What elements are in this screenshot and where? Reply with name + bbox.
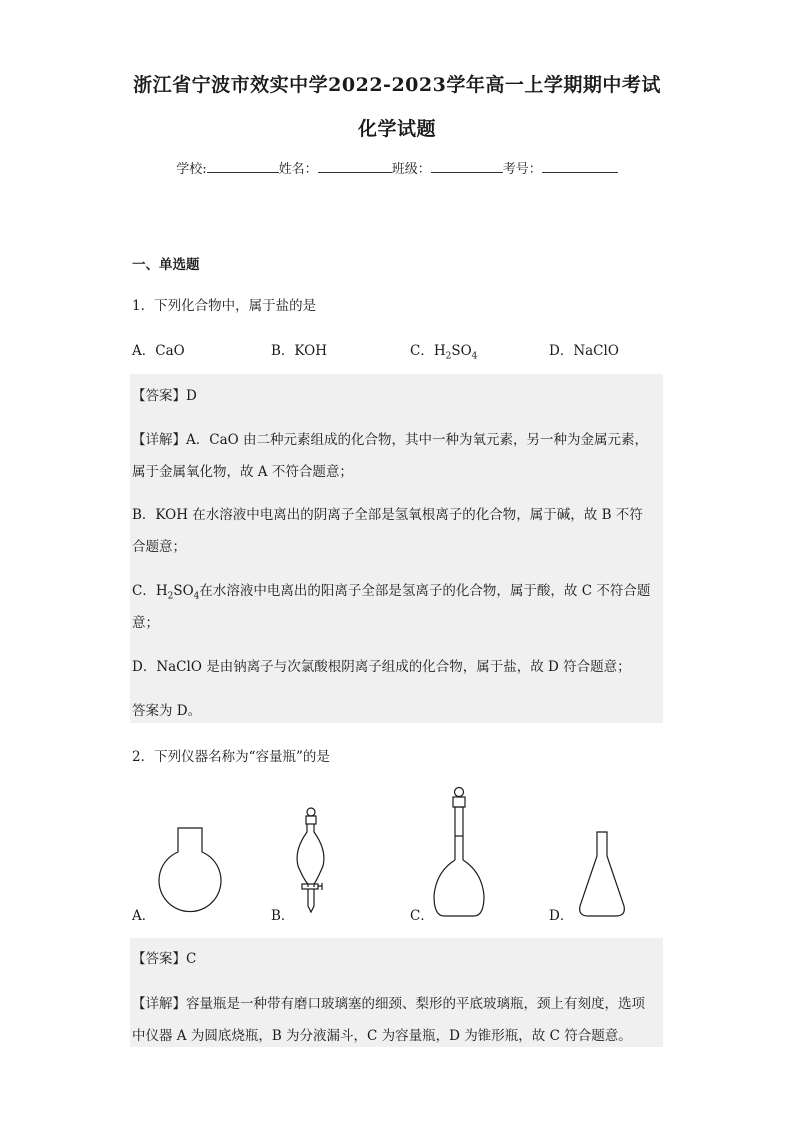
volumetric-flask-icon [434, 788, 484, 917]
section-title: 一、单选题 [132, 257, 200, 273]
q1-option-d[interactable]: D．NaClO [549, 343, 619, 359]
q2-explain-line2: 中仪器 A 为圆底烧瓶，B 为分液漏斗，C 为容量瓶，D 为锥形瓶，故 C 符合题意。 [132, 1028, 632, 1044]
separatory-funnel-icon [297, 808, 324, 912]
q1-explain-p1-line2: 属于金属氧化物，故 A 不符合题意； [132, 464, 353, 480]
title-line-2: 化学试题 [357, 118, 436, 140]
q2-option-a[interactable]: A． [132, 908, 156, 924]
q1-explain-p3-line1: C．$H_2SO_4$在水溶液中电离出的阳离子全部是氢离子的化合物，属于酸，故 C 不符合题 [132, 583, 651, 602]
q2-option-d[interactable]: D． [549, 908, 574, 924]
q1-explain-p5: 答案为 D。 [132, 703, 202, 719]
q1-explain-p2-line2: 合题意； [132, 539, 186, 555]
q1-explain-p2-line1: B．KOH 在水溶液中电离出的阴离子全部是氢氧根离子的化合物，属于碱，故 B 不符 [132, 507, 643, 523]
q2-answer: 【答案】C [132, 951, 197, 967]
q2-stem: 2．下列仪器名称为“容量瓶”的是 [132, 749, 330, 765]
title-line-1: 浙江省宁波市效实中学2022-2023学年高一上学期期中考试 [133, 74, 661, 96]
q2-option-c[interactable]: C． [410, 908, 434, 924]
q1-option-c[interactable]: C．$H_2SO_4$ [410, 343, 478, 362]
q1-answer: 【答案】D [132, 388, 197, 404]
class-label: 班级： [391, 162, 431, 177]
q2-explain-line1: 【详解】容量瓶是一种带有磨口玻璃塞的细颈、梨形的平底玻璃瓶，颈上有刻度，选项 [132, 996, 645, 1012]
name-label: 姓名： [278, 162, 318, 177]
q2-option-b[interactable]: B． [271, 908, 295, 924]
q1-stem: 1．下列化合物中，属于盐的是 [132, 298, 317, 314]
q1-option-b[interactable]: B．KOH [271, 343, 327, 359]
q1-explain-p3-line2: 意； [132, 615, 159, 631]
conical-flask-icon [580, 832, 625, 916]
q1-explain-p1-line1: 【详解】A．CaO 由二种元素组成的化合物，其中一种为氧元素，另一种为金属元素， [132, 432, 648, 448]
q1-option-a[interactable]: A．CaO [132, 343, 185, 359]
round-bottom-flask-icon [159, 828, 221, 912]
school-label: 学校: [176, 162, 207, 177]
q1-explain-p4: D．NaClO 是由钠离子与次氯酸根阴离子组成的化合物，属于盐，故 D 符合题意； [132, 659, 631, 675]
number-label: 考号： [502, 162, 542, 177]
